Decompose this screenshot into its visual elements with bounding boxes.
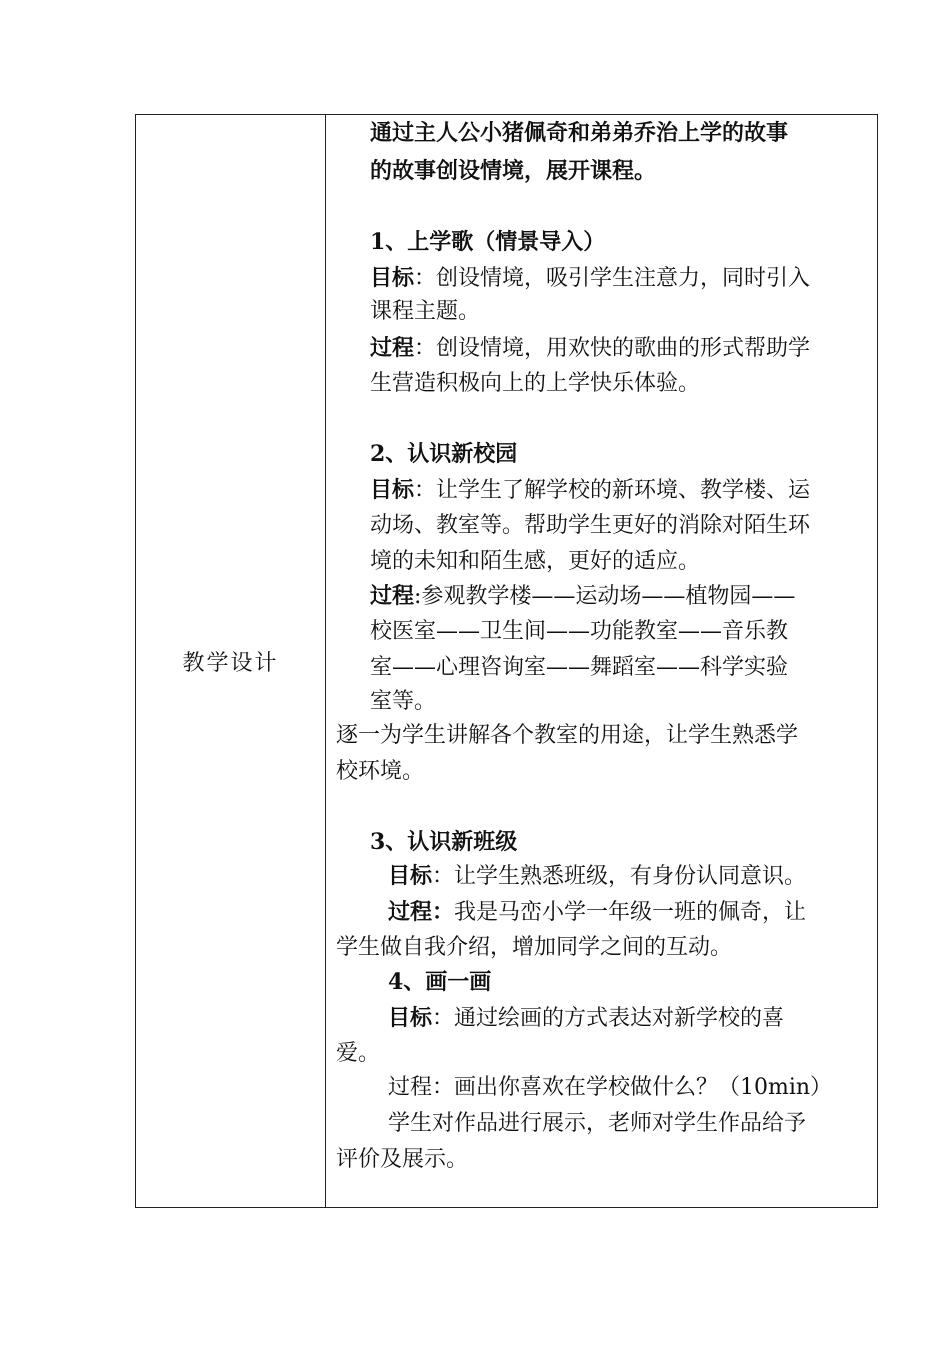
- s4-show-line-1: 学生对作品进行展示，老师对学生作品给予: [388, 1111, 807, 1136]
- s1-heading: 1、上学歌（情景导入）: [370, 229, 606, 255]
- s2-goal: 目标：让学生了解学校的新环境、教学楼、运: [370, 477, 811, 503]
- s2-extra-line-1: 逐一为学生讲解各个教室的用途，让学生熟悉学: [336, 723, 799, 748]
- s1-goal: 目标：创设情境，吸引学生注意力，同时引入: [370, 265, 811, 291]
- s2-process-line-4: 室等。: [370, 689, 437, 714]
- row-label: 教学设计: [182, 650, 279, 676]
- s1-process: 过程：创设情境，用欢快的歌曲的形式帮助学: [370, 335, 811, 361]
- s3-heading: 3、认识新班级: [370, 829, 518, 855]
- s4-process: 过程：画出你喜欢在学校做什么？（10min）: [388, 1075, 833, 1100]
- label-cell: [136, 115, 325, 1207]
- s1-goal-line-2: 课程主题。: [370, 299, 481, 324]
- s1-process-line-2: 生营造积极向上的上学快乐体验。: [370, 371, 701, 396]
- s3-process-line-2: 学生做自我介绍，增加同学之间的互动。: [336, 935, 733, 960]
- intro-line-1: 通过主人公小猪佩奇和弟弟乔治上学的故事: [370, 120, 789, 146]
- lesson-table: [135, 114, 878, 1208]
- s2-goal-line-2: 动场、教室等。帮助学生更好的消除对陌生环: [370, 513, 811, 538]
- intro-line-2: 的故事创设情境，展开课程。: [370, 158, 657, 184]
- s2-process-line-3: 室——心理咨询室——舞蹈室——科学实验: [370, 655, 789, 680]
- s2-process: 过程:参观教学楼——运动场——植物园——: [370, 583, 796, 609]
- column-divider: [325, 115, 326, 1207]
- s4-goal: 目标：通过绘画的方式表达对新学校的喜: [388, 1005, 785, 1031]
- s2-extra-line-2: 校环境。: [336, 759, 425, 784]
- s4-show-line-2: 评价及展示。: [336, 1147, 469, 1172]
- s4-goal-line-2: 爱。: [336, 1041, 381, 1066]
- s2-goal-line-3: 境的未知和陌生感，更好的适应。: [370, 549, 701, 574]
- s4-heading: 4、画一画: [388, 969, 492, 995]
- s3-process: 过程：我是马峦小学一年级一班的佩奇，让: [388, 899, 807, 925]
- s2-heading: 2、认识新校园: [370, 441, 518, 467]
- s3-goal: 目标：让学生熟悉班级，有身份认同意识。: [388, 863, 807, 889]
- s2-process-line-2: 校医室——卫生间——功能教室——音乐教: [370, 619, 789, 644]
